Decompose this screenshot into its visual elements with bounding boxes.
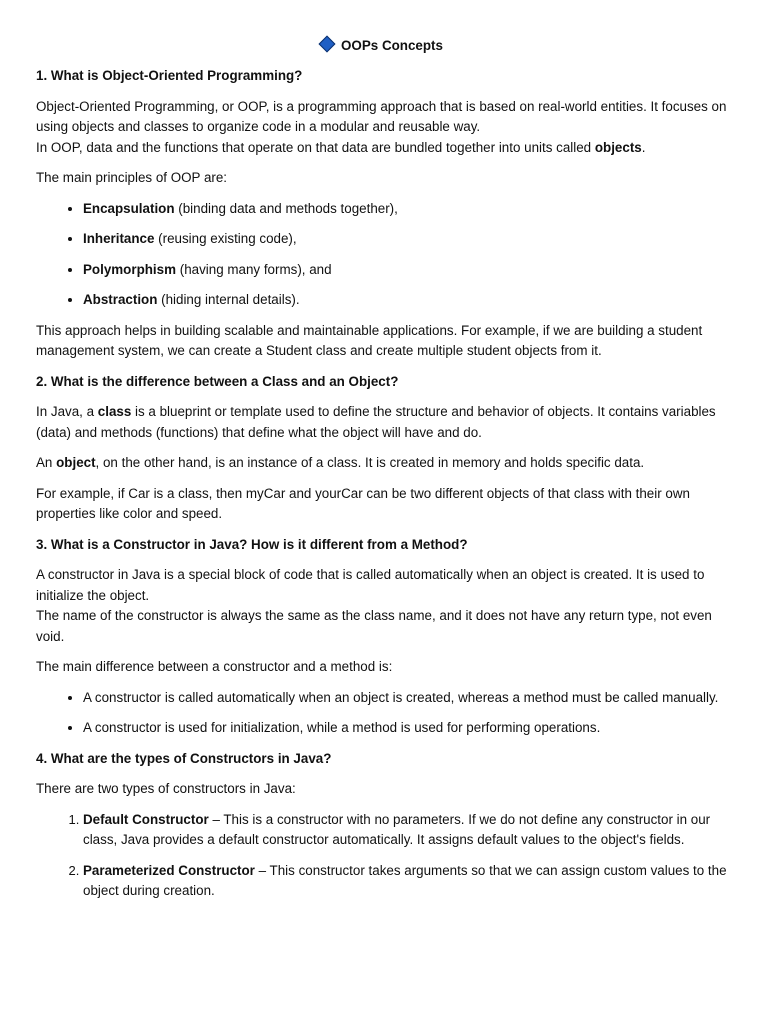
q2-p1-bold: class [97,404,132,419]
list-item: • A constructor is used for initialization, while a method is used for performing operations. [83,718,728,739]
q3-p2: The name of the constructor is always the same as the class name, and it does not have any return type, not even void. [36,608,712,644]
principle-term: Inheritance [83,231,155,246]
q2-p3: For example, if Car is a class, then myCar and yourCar can be two different objects of that class with their own properties like color and speed. [36,485,690,521]
q1-heading: 1. What is Object-Oriented Programming? [36,68,303,83]
principle-term: Abstraction [83,292,158,307]
page-title: OOPs Concepts [341,38,443,53]
q2-p2 [36,453,728,474]
q1-p2-post: . [641,139,646,155]
q3-paragraph [36,565,728,647]
q1-closing: This approach helps in building scalable and maintainable applications. For example, if we are building a student management system, we can create a Student class and create multiple student objects from it. [36,322,703,358]
q2-heading: 2. What is the difference between a Class and an Object? [36,373,399,389]
list-item: • A constructor is called automatically when an object is created, whereas a method must be called manually. [83,688,728,709]
q1-p1: Object-Oriented Programming, or OOP, is a programming approach that is based on real-world entities. It focuses on using objects and classes to organize code in a modular and reusable way. [36,98,727,134]
list-item [83,861,728,902]
q2-p1-post: is a blueprint or template used to define the structure and behavior of objects. It contains variables (data) and methods (functions) that define what the object will have and do. [36,404,716,440]
q3-p1: A constructor in Java is a special block of code that is called automatically when an object is created. It is used to initialize the object. [36,567,705,603]
diamond-bullet-icon [319,36,336,53]
principle-term: Polymorphism [83,261,177,277]
q3-heading: 3. What is a Constructor in Java? How is it different from a Method? [36,536,468,552]
q2-p2-post: , on the other hand, is an instance of a class. It is created in memory and holds specific data. [95,455,645,470]
list-item [83,229,728,250]
constructor-type-term: Default Constructor [83,811,209,827]
list-item [83,810,728,851]
q2-p2-bold: object [56,455,96,470]
q2-p2-pre: An [36,455,57,470]
q4-types-list [36,810,728,902]
q1-principles-list [36,199,728,311]
page-title-row [36,36,728,56]
principle-term: Encapsulation [83,200,175,216]
q4-intro: There are two types of constructors in Java: [36,781,296,796]
principle-desc: (hiding internal details). [157,292,300,307]
constructor-type-desc: – This is a constructor with no parameters. If we do not define any constructor in our class, Java provides a default constructor automatically. It assigns default values to the object's fields. [83,811,711,847]
q1-p2-bold: objects [594,139,642,155]
q1-principles-intro: The main principles of OOP are: [36,170,228,185]
principle-desc: (having many forms), and [176,261,332,277]
list-item [83,260,728,281]
constructor-type-desc: – This constructor takes arguments so that we can assign custom values to the object during creation. [83,862,727,898]
principle-desc: (binding data and methods together), [174,200,398,216]
q2-p1 [36,402,728,443]
list-item [83,199,728,220]
q4-heading: 4. What are the types of Constructors in Java? [36,750,332,766]
q1-p2-pre: In OOP, data and the functions that operate on that data are bundled together into units called [36,139,595,155]
constructor-type-term: Parameterized Constructor [83,862,255,878]
q3-differences-list [36,688,728,739]
q2-p1-pre: In Java, a [36,404,98,419]
q1-paragraph [36,97,728,159]
principle-desc: (reusing existing code), [154,231,297,246]
list-item [83,290,728,311]
q3-diff-intro: The main difference between a constructor and a method is: [36,659,393,674]
